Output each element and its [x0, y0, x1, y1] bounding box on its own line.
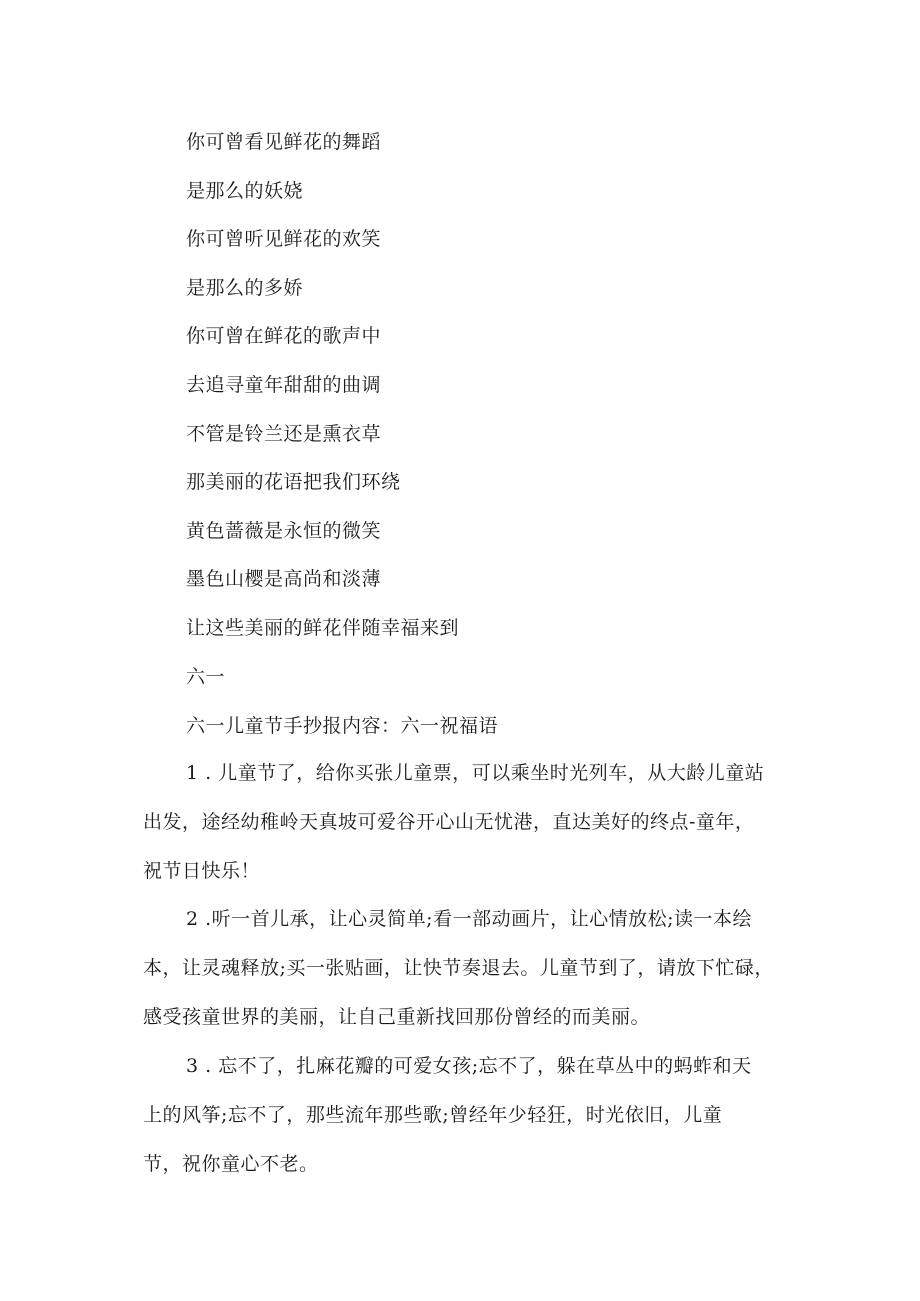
paragraph-line: 1 . 儿童节了，给你买张儿童票，可以乘坐时光列车，从大龄儿童站 — [186, 762, 765, 784]
section-label: 六一 — [186, 666, 226, 688]
poem-line: 黄色蔷薇是永恒的微笑 — [186, 519, 382, 542]
poem-line: 让这些美丽的鲜花伴随幸福来到 — [186, 616, 460, 639]
blessing-paragraph-1 — [143, 749, 783, 896]
poem-line: 你可曾在鲜花的歌声中 — [186, 325, 382, 348]
paragraph-line: 出发，途经幼稚岭天真坡可爱谷开心山无忧港，直达美好的终点-童年， — [143, 811, 755, 833]
paragraph-line: 祝节日快乐！ — [143, 860, 261, 882]
poem-block — [186, 118, 459, 653]
blessing-paragraph-2 — [143, 895, 783, 1042]
poem-line: 不管是铃兰还是熏衣草 — [186, 422, 382, 445]
poem-line: 墨色山樱是高尚和淡薄 — [186, 568, 382, 591]
poem-line: 那美丽的花语把我们环绕 — [186, 471, 401, 494]
blessing-paragraph-3 — [143, 1042, 783, 1189]
paragraph-line: 上的风筝;忘不了，那些流年那些歌;曾经年少轻狂，时光依旧，儿童 — [143, 1104, 723, 1126]
poem-line: 是那么的多娇 — [186, 276, 304, 299]
paragraph-line: 3 . 忘不了，扎麻花瓣的可爱女孩;忘不了，躲在草丛中的蚂蚱和天 — [186, 1055, 752, 1077]
paragraph-line: 2 .听一首儿承，让心灵简单;看一部动画片，让心情放松;读一本绘 — [186, 908, 752, 930]
section-heading: 六一儿童节手抄报内容：六一祝福语 — [186, 714, 499, 737]
paragraph-line: 本，让灵魂释放;买一张贴画，让快节奏退去。儿童节到了，请放下忙碌， — [143, 957, 774, 979]
poem-line: 去追寻童年甜甜的曲调 — [186, 373, 382, 396]
paragraph-line: 感受孩童世界的美丽，让自己重新找回那份曾经的而美丽。 — [143, 1006, 651, 1028]
poem-line: 你可曾看见鲜花的舞蹈 — [186, 131, 382, 153]
poem-line: 你可曾听见鲜花的欢笑 — [186, 228, 382, 251]
poem-line: 是那么的妖娆 — [186, 179, 304, 202]
section-heading-block — [186, 653, 498, 750]
paragraph-line: 节，祝你童心不老。 — [143, 1153, 319, 1175]
